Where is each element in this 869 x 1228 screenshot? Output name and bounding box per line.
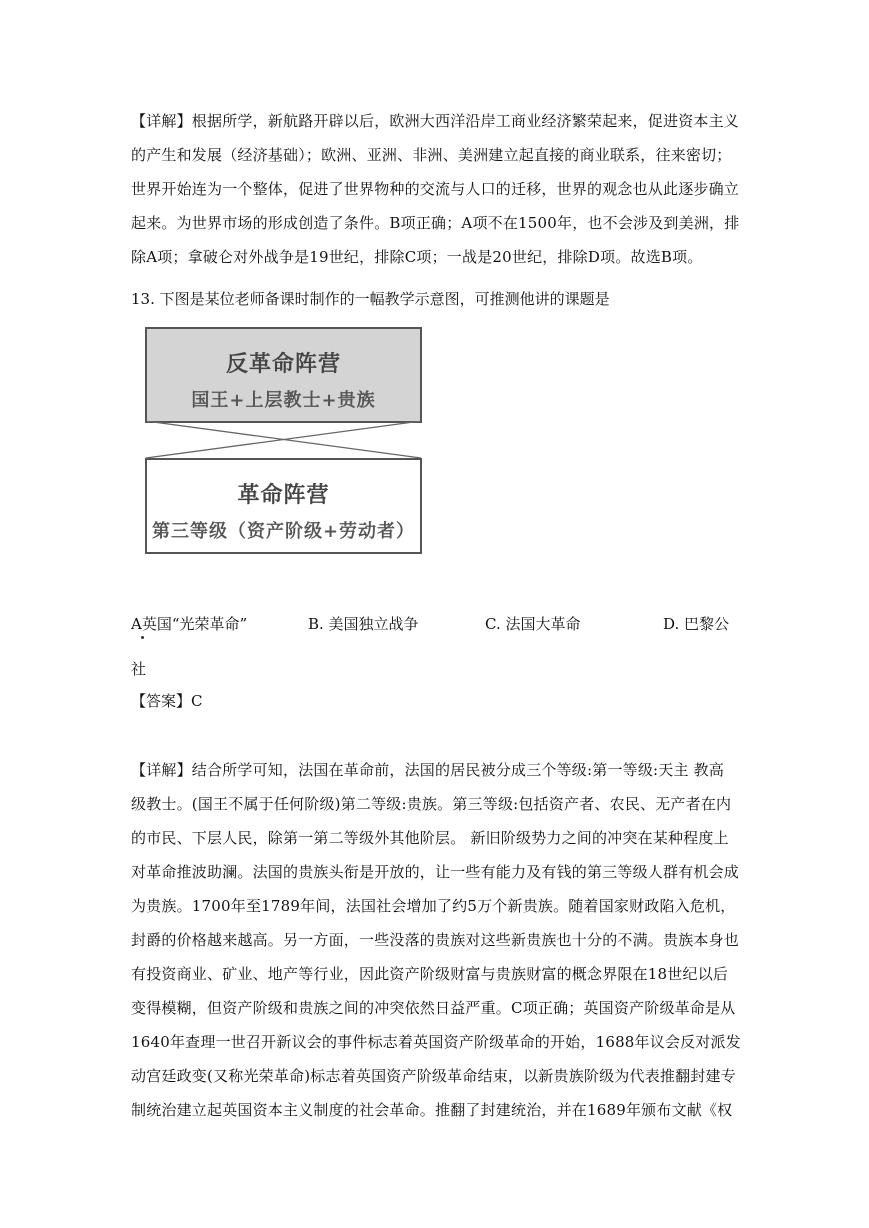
explanation-paragraph-13 [131, 753, 741, 1127]
text-line: 为贵族。1700年至1789年间，法国社会增加了约5万个新贵族。随着国家财政陷入危机， [131, 897, 736, 915]
question-13-stem: 13. 下图是某位老师备课时制作的一幅教学示意图，可推测他讲的课题是 [131, 290, 610, 308]
text-line: 的市民、下层人民，除第一第二等级外其他阶层。 新旧阶级势力之间的冲突在某种程度上 [131, 829, 729, 847]
text-line: 【详解】结合所学可知，法国在革命前，法国的居民被分成三个等级:第一等级:天主 教高 [131, 761, 725, 779]
text-line: 制统治建立起英国资本主义制度的社会革命。推翻了封建统治，并在1689年颁布文献《权 [131, 1101, 733, 1119]
text-line: 起来。为世界市场的形成创造了条件。B项正确；A项不在1500年，也不会涉及到美洲，排 [131, 214, 740, 232]
text-line: 的产生和发展（经济基础）；欧洲、亚洲、非洲、美洲建立起直接的商业联系，往来密切； [131, 146, 732, 164]
text-line: 【详解】根据所学，新航路开辟以后，欧洲大西洋沿岸工商业经济繁荣起来，促进资本主义 [131, 112, 740, 130]
counter-revolution-title: 反革命阵营 [225, 352, 341, 377]
teaching-diagram [145, 327, 422, 555]
text-line: 有投资商业、矿业、地产等行业，因此资产阶级财富与贵族财富的概念界限在18世纪以后 [131, 965, 729, 983]
option-d: D. 巴黎公 [663, 615, 730, 633]
explanation-paragraph-12 [131, 104, 741, 274]
counter-revolution-box [145, 327, 422, 423]
text-line: 世界开始连为一个整体，促进了世界物种的交流与人口的迁移，世界的观念也从此逐步确立 [131, 180, 740, 198]
text-line: 动宫廷政变(又称光荣革命)标志着英国资产阶级革命结束，以新贵族阶级为代表推翻封建专 [131, 1067, 736, 1085]
text-line: 对革命推波助澜。法国的贵族头衔是开放的，让一些有能力及有钱的第三等级人群有机会成 [131, 863, 740, 881]
text-line: 封爵的价格越来越高。另一方面，一些没落的贵族对这些新贵族也十分的不满。贵族本身也 [131, 931, 740, 949]
counter-revolution-members: 国王+上层教士+贵族 [191, 390, 376, 411]
option-b: B. 美国独立战争 [308, 615, 419, 633]
text-line: 级教士。(国王不属于任何阶级)第二等级:贵族。第三等级:包括资产者、农民、无产者在内 [131, 795, 732, 813]
answer-line: 【答案】C [131, 692, 203, 710]
revolution-title: 革命阵营 [237, 483, 330, 508]
text-line: 除A项；拿破仑对外战争是19世纪，排除C项；一战是20世纪，排除D项。故选B项。 [131, 248, 703, 266]
revolution-box [145, 458, 422, 554]
option-d-continuation: 社 [131, 660, 147, 678]
emphasis-dot [141, 636, 144, 639]
text-line: 变得模糊，但资产阶级和贵族之间的冲突依然日益严重。C项正确；英国资产阶级革命是从 [131, 999, 736, 1017]
option-c: C. 法国大革命 [485, 615, 581, 633]
revolution-members: 第三等级（资产阶级+劳动者） [151, 521, 416, 542]
text-line: 1640年查理一世召开新议会的事件标志着英国资产阶级革命的开始，1688年议会反对派发 [131, 1033, 741, 1051]
cross-connector [145, 421, 422, 458]
option-a: A英国“光荣革命” [131, 615, 248, 633]
